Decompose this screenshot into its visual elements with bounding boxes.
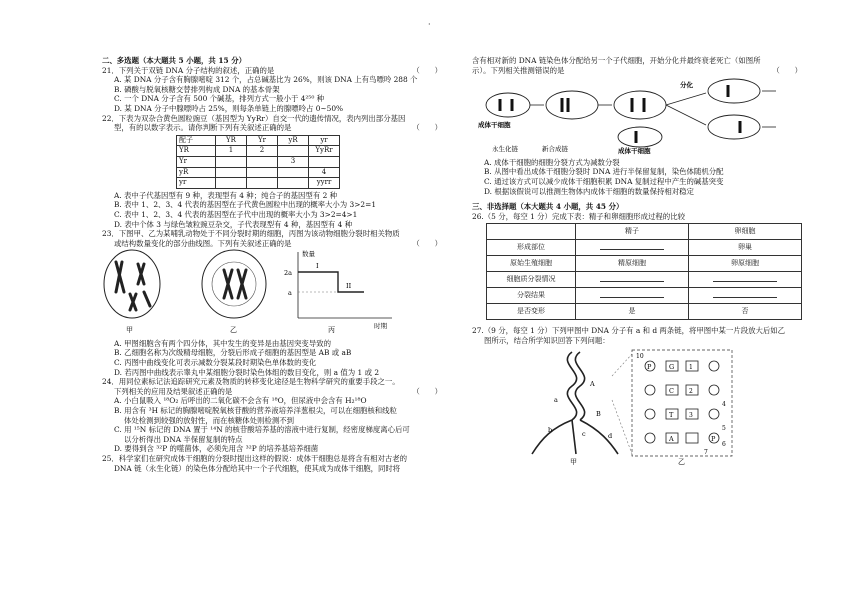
table-cell: 是否变形 — [487, 304, 576, 320]
svg-text:10: 10 — [636, 352, 644, 360]
table-cell: yR — [177, 167, 216, 178]
q21-option-b: B. 磷酸与脱氧核糖交替排列构成 DNA 的基本骨架 — [114, 84, 280, 94]
q23-stem-2: 或结构数量变化的部分曲线图。下列有关叙述正确的是 （ ） — [114, 238, 442, 248]
q24-option-c-1: C. 用 ¹⁵N 标记的 DNA 置于 ¹⁴N 的核苷酸培养基的溶液中进行复制，经密度梯度离心后可 — [114, 425, 410, 435]
comparison-table — [486, 223, 802, 320]
table-cell: YyRr — [309, 146, 340, 157]
q24-stem-1: 24．用同位素标记法追踪研究元素及物质的转移变化途径是生物科学研究的重要手段之一。 — [102, 377, 400, 387]
chromosomes-jia — [116, 262, 150, 310]
label-c: c — [582, 429, 586, 438]
q25-line-2: DNA 链（永生化链）的染色体分配给其中一个子代细胞，使其成为成体干细胞，同时将 — [114, 463, 401, 473]
table-cell — [278, 146, 309, 157]
table-cell: 否 — [689, 304, 802, 320]
table-cell — [216, 156, 247, 167]
label-d: d — [608, 431, 613, 440]
section-3-title: 三、非选择题（本大题共 4 小题，共 45 分） — [472, 202, 624, 212]
table-cell — [278, 178, 309, 189]
q21-option-a: A. 某 DNA 分子含有胸腺嘧啶 312 个，占总碱基比为 26%，则该 DNA 上有鸟嘌呤 288 个 — [114, 75, 418, 85]
q25-option-b: B. 从图中看出成体干细胞分裂时 DNA 进行半保留复制，染色体随机分配 — [484, 167, 724, 177]
spindle — [212, 262, 256, 306]
table-cell — [216, 167, 247, 178]
q22-option-d: D. 表中个体 3 与绿色皱粒豌豆杂交，子代表现型有 4 种，基因型有 4 种 — [114, 219, 353, 229]
answer-blank[interactable] — [689, 272, 802, 288]
svg-text:P: P — [711, 434, 716, 443]
q25-cont-line-1: 含有相对新的 DNA 链染色体分配给另一个子代细胞，开始分化并最终衰老死亡（如图所 — [472, 56, 761, 65]
svg-text:C: C — [669, 386, 674, 395]
table-cell: 4 — [309, 167, 340, 178]
q25-option-a: A. 成体干细胞的细胞分裂方式为减数分裂 — [484, 157, 620, 167]
q22-option-a: A. 表中子代基因型有 9 种，表现型有 4 种；纯合子的基因型有 2 种 — [114, 190, 338, 200]
table-cell — [247, 178, 278, 189]
base-letters — [647, 363, 716, 443]
q24-option-b-2: 体处检测到较强的放射性，而在核糖体处则检测不到 — [124, 415, 294, 425]
dna-figure — [472, 346, 802, 466]
q22-option-c: C. 表中 1、2、3、4 代表的基因型在子代中出现的概率大小为 3>2=4>1 — [114, 209, 358, 219]
table-cell: 精原细胞 — [576, 256, 689, 272]
q24-option-a: A. 小白鼠吸入 ¹⁸O₂ 后呼出的二氧化碳不会含有 ¹⁸O，但尿液中会含有 H₂¹⁸O — [114, 396, 367, 406]
table-cell: Yr — [177, 156, 216, 167]
answer-blank[interactable] — [576, 240, 689, 256]
segment-ii: II — [346, 282, 352, 291]
table-cell: 配子 — [177, 135, 216, 146]
table-row — [177, 167, 340, 178]
label-jia: 甲 — [126, 326, 133, 335]
zoom-line — [612, 400, 632, 454]
right-column — [472, 56, 802, 468]
table-cell — [247, 167, 278, 178]
table-cell: 分裂结果 — [487, 288, 576, 304]
cell-6 — [618, 127, 662, 147]
q25-cont-line-2: 示）。下列相关推测错误的是 （ ） — [472, 65, 802, 75]
q26-stem: 26.（5 分，每空 1 分）完成下表：精子和卵细胞形成过程的比较 — [472, 211, 685, 221]
q24-stem-2: 下列相关的应用及结果叙述正确的是 （ ） — [114, 386, 442, 396]
svg-text:1: 1 — [689, 363, 693, 371]
tick-2a: 2a — [284, 269, 293, 278]
genotype-table — [176, 135, 340, 189]
table-row — [487, 288, 802, 304]
cell-5 — [708, 115, 760, 139]
table-cell: 2 — [247, 146, 278, 157]
svg-text:6: 6 — [722, 440, 726, 448]
table-cell: 3 — [278, 156, 309, 167]
q25-option-d: D. 根据该假说可以推测生物体内成体干细胞的数量保持相对稳定 — [484, 186, 694, 196]
table-header-row — [487, 224, 802, 240]
q24-option-b-1: B. 用含有 ³H 标记的胸腺嘧啶脱氧核苷酸的营养液培养洋葱根尖，可以在细胞核和线粒 — [114, 406, 397, 416]
bases — [666, 361, 698, 443]
y-axis-label: 数量 — [302, 250, 315, 259]
table-cell: 原始生殖细胞 — [487, 256, 576, 272]
label-a: a — [554, 395, 558, 404]
table-cell: yyrr — [309, 178, 340, 189]
helix-jia — [532, 352, 618, 454]
table-cell: Yr — [247, 135, 278, 146]
table-row — [177, 146, 340, 157]
svg-text:3: 3 — [689, 411, 693, 419]
table-cell: 细胞质分裂情况 — [487, 272, 576, 288]
table-row — [487, 304, 802, 320]
q22-stem-2: 型，有的以数字表示。请你判断下列有关叙述正确的是 （ ） — [114, 123, 442, 133]
table-cell: YR — [177, 146, 216, 157]
q24-option-d: D. 要得到含 ³²P 的噬菌体，必须先用含 ³²P 的培养基培养细菌 — [114, 444, 319, 454]
svg-text:2: 2 — [689, 387, 693, 395]
q27-line-1: 27.（9 分，每空 1 分）下列甲图中 DNA 分子有 a 和 d 两条链，将甲图中某一片段放大后如乙 — [472, 326, 786, 336]
svg-text:P: P — [647, 362, 652, 371]
left-column — [102, 56, 442, 473]
stem-cell-label: 成体干细胞 — [478, 121, 511, 130]
q22-stem-1: 22．下表为双杂合黄色圆粒豌豆（基因型为 YyRr）自交一代的遗传情况，表内列出部分基因 — [102, 113, 406, 123]
svg-text:T: T — [669, 410, 674, 419]
differentiation-label: 分化 — [680, 81, 693, 90]
svg-text:7: 7 — [704, 448, 708, 456]
label-yi: 乙 — [230, 326, 237, 335]
section-2-title: 二、多选题（本大题共 5 小题，共 15 分） — [102, 56, 246, 65]
q21-stem: 21．下列关于双链 DNA 分子结构的叙述，正确的是 （ ） — [102, 65, 442, 75]
zoom-line — [612, 354, 632, 376]
stem-cell-label-2: 成体干细胞 — [618, 147, 651, 156]
q23-option-a: A. 甲图细胞含有两个四分体，其中发生的变异是由基因突变导致的 — [114, 338, 331, 348]
tick-a: a — [288, 289, 292, 298]
label-big-b: B — [596, 409, 601, 418]
q23-stem-1: 23．下图甲、乙为某哺乳动物处于不同分裂时期的细胞，丙图为该动物细胞分裂时相关物质 — [102, 229, 400, 239]
q23-figure — [102, 248, 402, 336]
table-cell: 1 — [216, 146, 247, 157]
q22-option-b: B. 表中 1、2、3、4 代表的基因型在子代黄色圆粒中出现的概率大小为 3>2=1 — [114, 200, 377, 210]
table-header-row — [177, 135, 340, 146]
table-cell: 卵原细胞 — [689, 256, 802, 272]
table-cell: yr — [177, 178, 216, 189]
table-row — [487, 256, 802, 272]
x-axis-label: 时期 — [374, 322, 387, 331]
svg-text:5: 5 — [722, 424, 726, 432]
q25-option-c: C. 通过该方式可以减少成体干细胞积累 DNA 复制过程中产生的碱基突变 — [484, 176, 724, 186]
q27-line-2: 图所示，结合所学知识回答下列问题： — [484, 335, 610, 345]
table-cell — [247, 156, 278, 167]
table-row — [487, 272, 802, 288]
label-yi: 乙 — [678, 457, 685, 466]
table-cell — [487, 224, 576, 240]
answer-blank[interactable] — [576, 288, 689, 304]
answer-blank[interactable] — [576, 272, 689, 288]
legend-immortal: 永生化链 — [492, 145, 518, 154]
chromosomes-yi — [224, 270, 246, 298]
table-row — [487, 240, 802, 256]
q23-option-d: D. 若丙图中曲线表示睾丸中某细胞分裂时染色体组的数目变化，则 a 值为 1 或 2 — [114, 367, 380, 377]
svg-text:4: 4 — [722, 400, 726, 408]
q24-option-c-2: 以分析得出 DNA 半保留复制的特点 — [124, 434, 243, 444]
cell-2 — [546, 91, 598, 119]
q23-option-b: B. 乙细胞名称为次级精母细胞，分裂后形成子细胞的基因型是 AB 或 aB — [114, 348, 352, 358]
label-jia: 甲 — [570, 457, 577, 466]
table-cell: 是 — [576, 304, 689, 320]
header-mark: · — [428, 20, 431, 29]
label-bing: 丙 — [328, 326, 335, 335]
table-cell — [309, 156, 340, 167]
table-row — [177, 156, 340, 167]
legend-new: 新合成链 — [542, 145, 568, 154]
graph-bing — [284, 249, 392, 334]
label-b: b — [548, 425, 553, 434]
q23-option-c: C. 丙图中曲线变化可表示减数分裂某段时期染色单体数的变化 — [114, 358, 317, 368]
q25-line-1: 25．科学家们在研究成体干细胞的分裂时提出这样的假说：成体干细胞总是将含有相对古老的 — [102, 454, 408, 463]
table-cell: YR — [216, 135, 247, 146]
table-cell: 卵巢 — [689, 240, 802, 256]
backbone-left — [645, 361, 719, 443]
stem-cell-figure — [472, 75, 802, 155]
svg-text:A: A — [669, 434, 674, 443]
cell-yi-outline — [202, 250, 266, 318]
answer-blank[interactable] — [689, 288, 802, 304]
cell-3 — [614, 91, 666, 119]
table-row — [177, 178, 340, 189]
curve-line — [298, 272, 364, 292]
table-cell — [216, 178, 247, 189]
segment-i: I — [316, 262, 319, 271]
table-cell: 精子 — [576, 224, 689, 240]
cell-4 — [708, 79, 760, 103]
table-cell: 卵细胞 — [689, 224, 802, 240]
table-cell: yR — [278, 135, 309, 146]
cell-1 — [486, 93, 530, 117]
table-cell: yr — [309, 135, 340, 146]
table-cell: 形成部位 — [487, 240, 576, 256]
svg-text:G: G — [669, 362, 675, 371]
q21-option-c: C. 一个 DNA 分子含有 500 个碱基，排列方式一般小于 4²⁵⁰ 种 — [114, 94, 325, 104]
q21-option-d: D. 某 DNA 分子中腺嘌呤占 25%，则每条单链上的腺嘌呤占 0~50% — [114, 103, 344, 113]
table-cell — [278, 167, 309, 178]
label-big-a: A — [590, 379, 595, 388]
